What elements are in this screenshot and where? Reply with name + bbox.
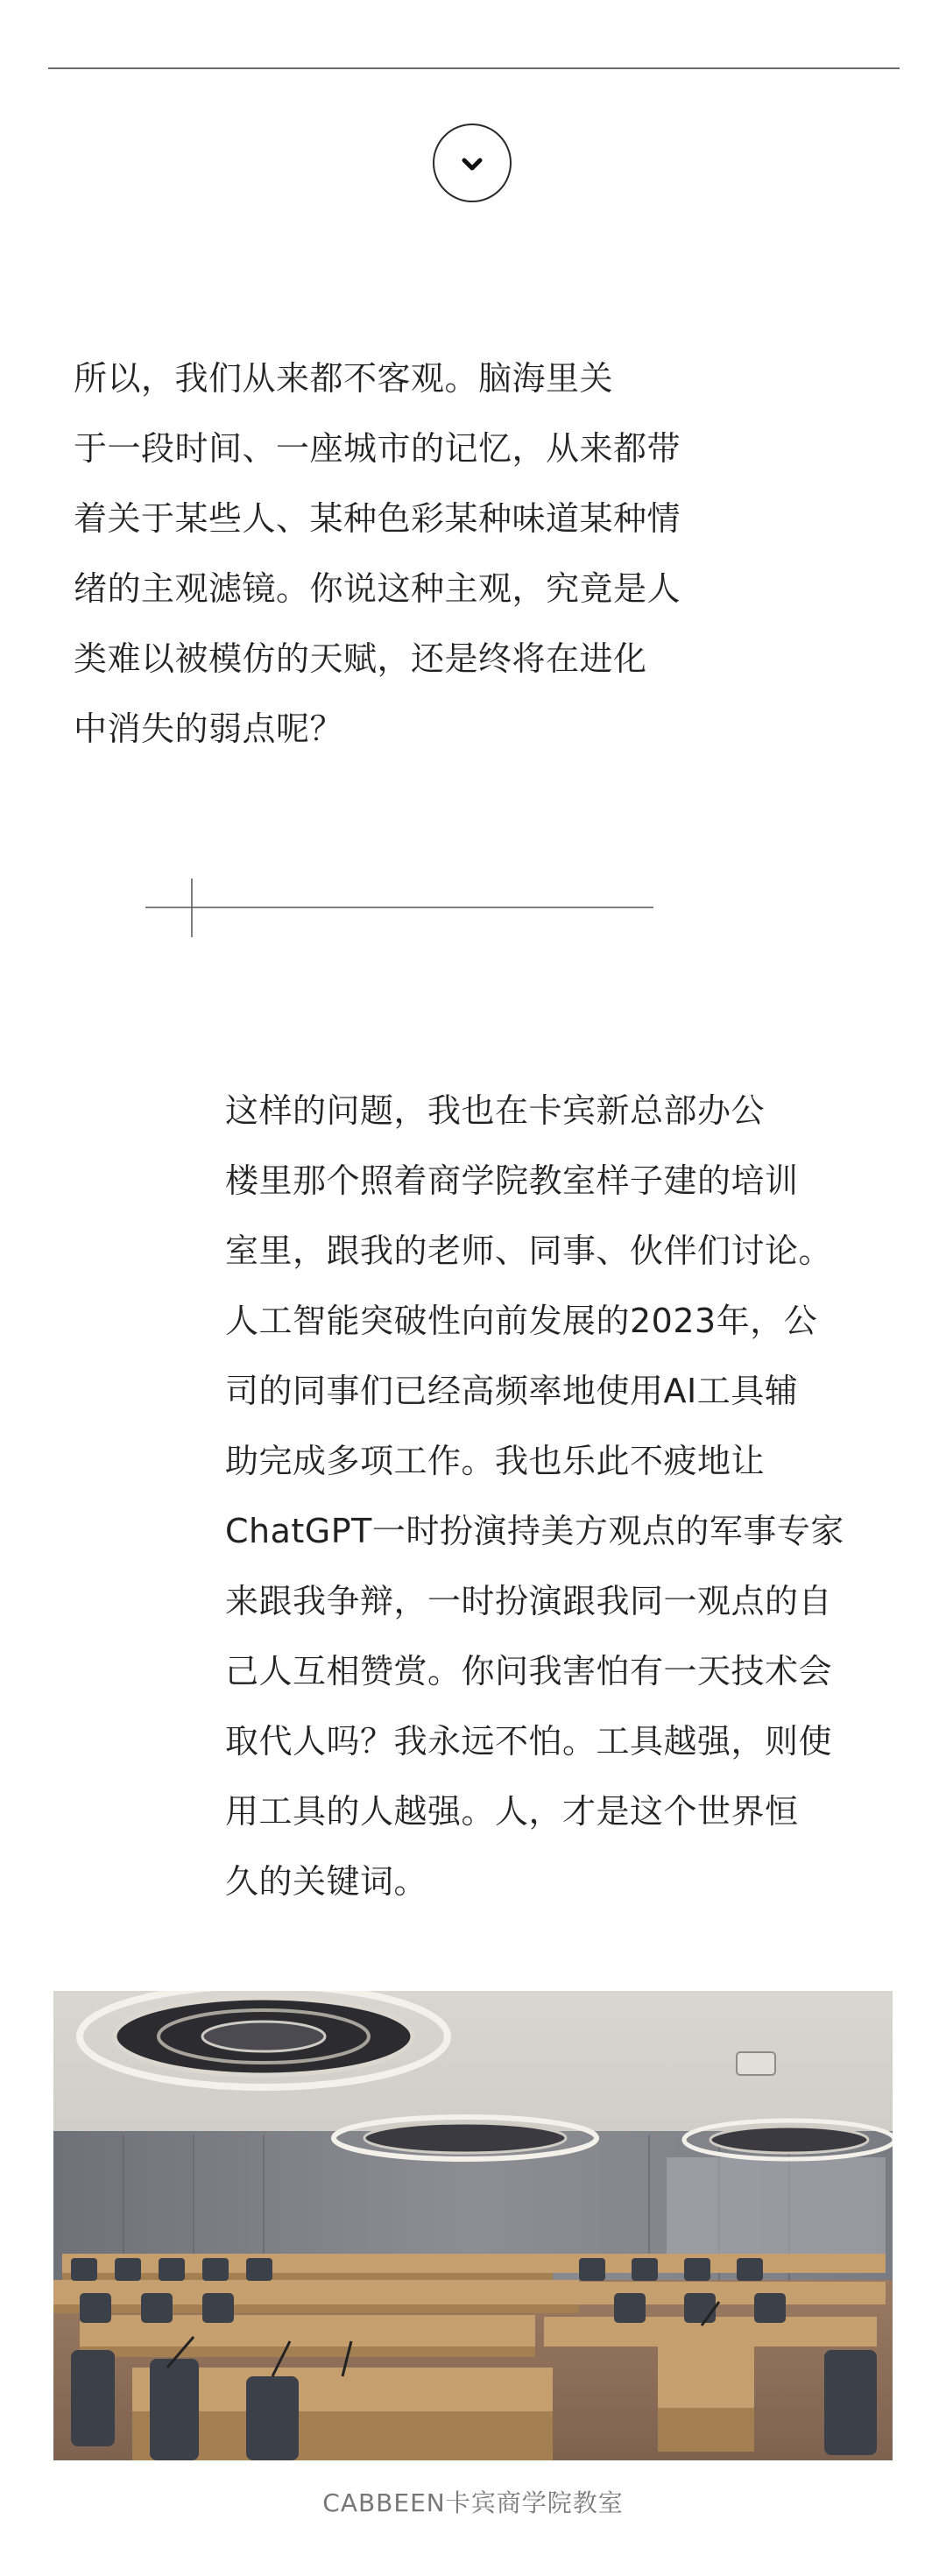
classroom-photo: [53, 1991, 893, 2460]
top-divider: [48, 67, 900, 69]
expand-toggle-button[interactable]: [433, 124, 512, 202]
photo-caption: CABBEEN卡宾商学院教室: [322, 2488, 624, 2517]
article-paragraph-2: 这样的问题，我也在卡宾新总部办公 楼里那个照着商学院教室样子建的培训 室里，跟我的老师、同事、伙伴们讨论。 人工智能突破性向前发展的2023年，公 司的同事们已经高频率地使用AI工具辅 助完成多项工作。我也乐此不疲地让 ChatGPT一时扮演持美方观点的军事专家 来跟我争辩，一时扮演跟我同一观点的自 己人互相赞赏。你问我害怕有一天技术会 取代人吗？我永远不怕。工具越强，则使 用工具的人越强。人，才是这个世界恒 久的关键词。: [225, 1091, 844, 1901]
article-paragraph-1: 所以，我们从来都不客观。脑海里关 于一段时间、一座城市的记忆，从来都带 着关于某些人、某种色彩某种味道某种情 绪的主观滤镜。你说这种主观，究竟是人 类难以被模仿的天赋，还是终将在进化 中消失的弱点呢？: [74, 359, 681, 748]
chevron-down-icon: [456, 149, 488, 180]
